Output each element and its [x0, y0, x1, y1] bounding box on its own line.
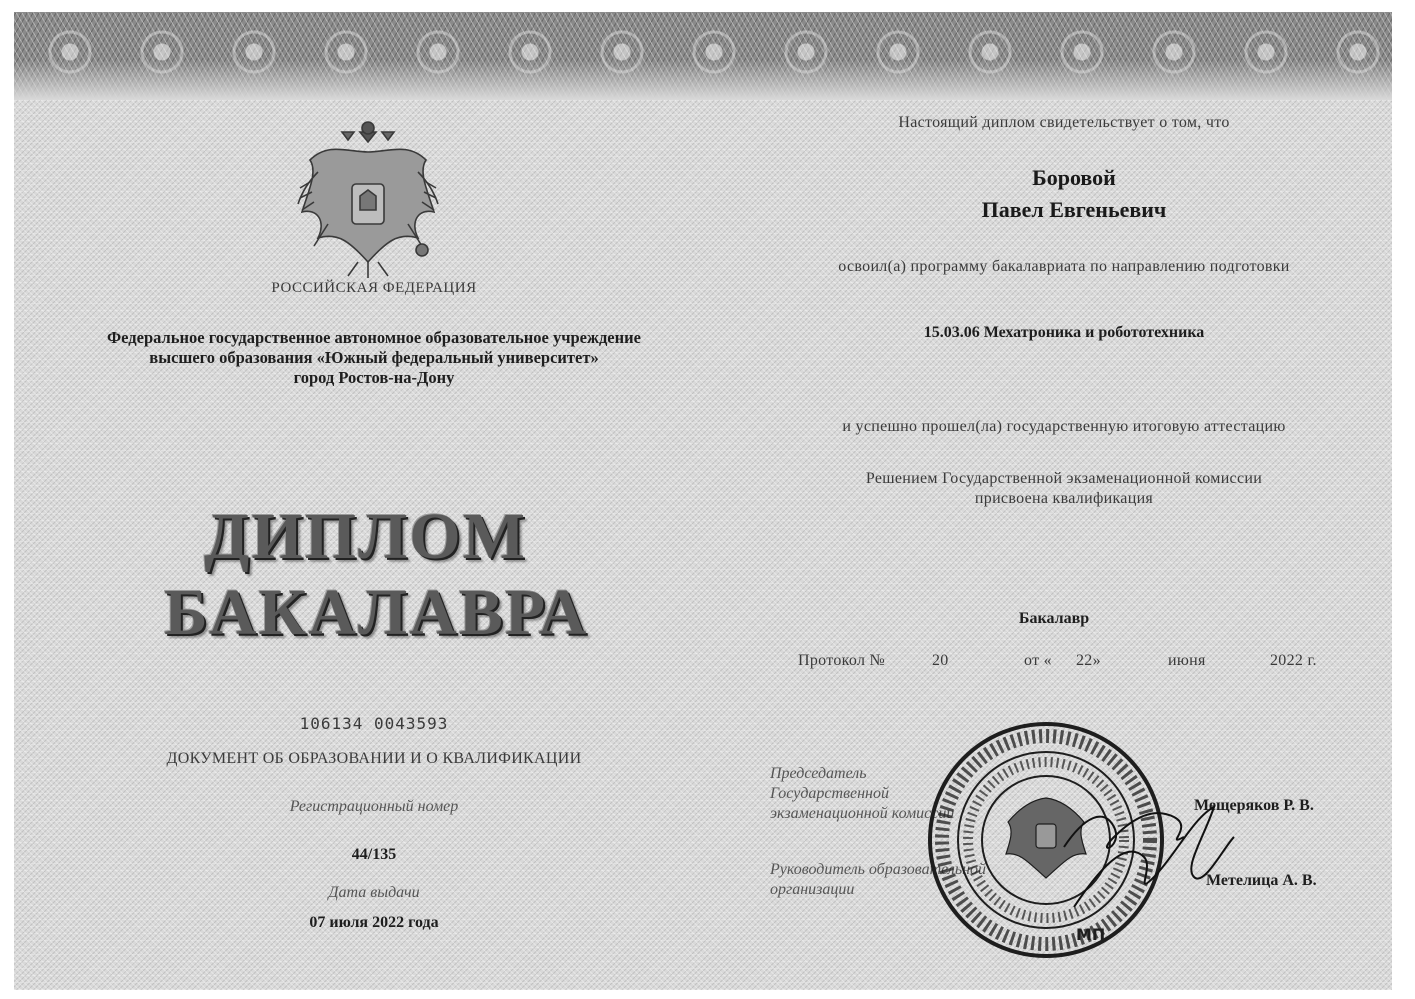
document-type: ДОКУМЕНТ ОБ ОБРАЗОВАНИИ И О КВАЛИФИКАЦИИ: [166, 750, 582, 767]
certification-intro: Настоящий диплом свидетельствует о том, что: [898, 114, 1230, 131]
institution-name: [54, 328, 694, 388]
chair-name: Мещеряков Р. В.: [1194, 797, 1314, 814]
program-intro: освоил(а) программу бакалавриата по направлению подготовки: [838, 258, 1290, 275]
protocol-number: 20: [932, 652, 949, 669]
decision-line-2: присвоена квалификация: [974, 490, 1154, 507]
title-line-1: ДИПЛОМ: [204, 500, 527, 573]
protocol-month: июня: [1168, 652, 1206, 669]
seal-text: МП: [1076, 925, 1106, 944]
diploma-serial-number: 106134 0043593: [299, 714, 449, 733]
program-name: 15.03.06 Мехатроника и робототехника: [923, 324, 1205, 341]
chair-title-line: экзаменационной комиссии: [770, 805, 955, 822]
institution-line: Федеральное государственное автономное образовательное учреждение: [107, 328, 641, 347]
handwritten-signatures: [1054, 777, 1254, 927]
institution-line: город Ростов-на-Дону: [293, 368, 455, 387]
graduate-surname: Боровой: [1032, 165, 1116, 190]
chair-title-line: Государственной: [770, 785, 889, 802]
head-name: Метелица А. В.: [1206, 872, 1317, 889]
registration-label: Регистрационный номер: [289, 798, 459, 815]
decision-line-1: Решением Государственной экзаменационной комиссии: [865, 470, 1263, 487]
protocol-from: от «: [1024, 652, 1052, 669]
protocol-day: 22»: [1076, 652, 1101, 669]
registration-number: 44/135: [351, 846, 397, 863]
country-label: РОССИЙСКАЯ ФЕДЕРАЦИЯ: [271, 280, 477, 296]
chair-title-line: Председатель: [770, 765, 867, 782]
double-headed-eagle-emblem: [288, 112, 448, 282]
head-title-line: Руководитель образовательной: [770, 861, 987, 878]
graduate-given-names: Павел Евгеньевич: [981, 197, 1167, 222]
diploma-sheet: [14, 12, 1392, 990]
issue-date-label: Дата выдачи: [328, 884, 420, 901]
protocol-line: [798, 652, 1338, 674]
head-title-line: организации: [770, 881, 855, 898]
guilloche-band: [14, 12, 1392, 100]
protocol-label: Протокол №: [798, 652, 886, 669]
issue-date-value: 07 июля 2022 года: [309, 914, 439, 931]
institution-line: высшего образования «Южный федеральный университет»: [149, 348, 599, 367]
protocol-year: 2022 г.: [1270, 652, 1317, 669]
attestation-text: и успешно прошел(ла) государственную итоговую аттестацию: [842, 418, 1286, 435]
qualification: Бакалавр: [1018, 610, 1090, 627]
title-line-2: БАКАЛАВРА: [164, 576, 589, 649]
